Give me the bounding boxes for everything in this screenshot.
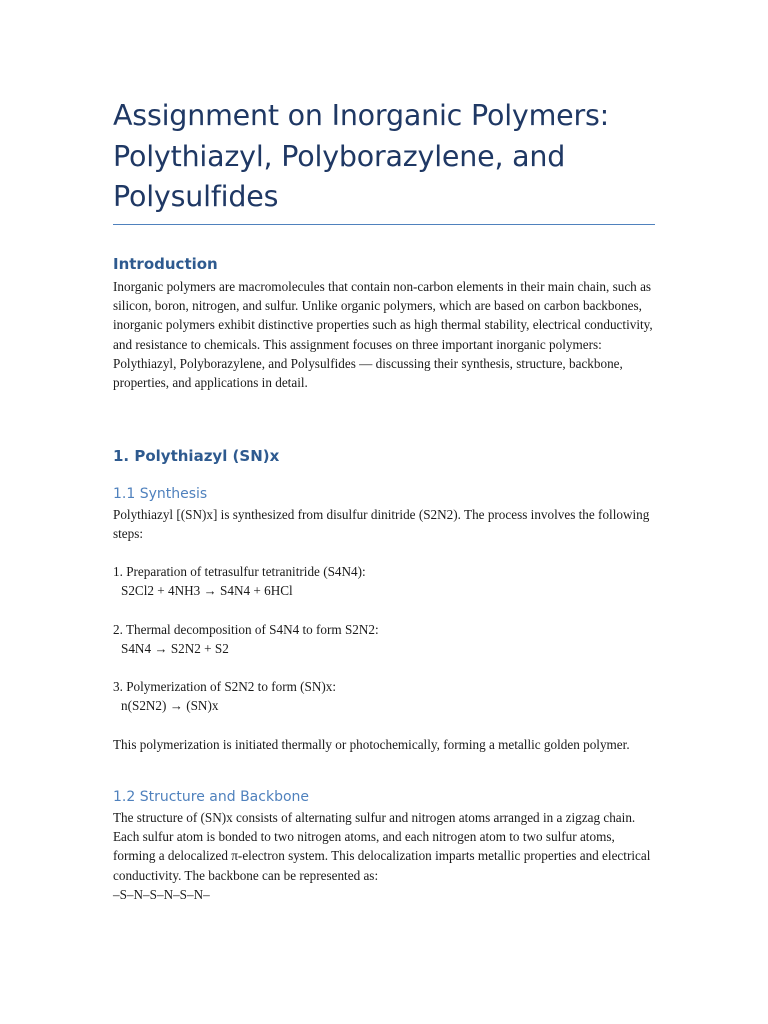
synthesis-heading: 1.1 Synthesis (113, 486, 208, 502)
introduction-section (113, 254, 655, 392)
section-1-heading: 1. Polythiazyl (SN)x (113, 447, 280, 465)
synthesis-step-3 (113, 677, 655, 715)
synthesis-step-2 (113, 620, 655, 658)
step-equation: n(S2N2) → (SN)x (121, 698, 219, 714)
document-title: Assignment on Inorganic Polymers: Polythiazyl, Polyborazylene, and Polysulfides (113, 99, 610, 213)
structure-heading: 1.2 Structure and Backbone (113, 789, 310, 805)
introduction-paragraph: Inorganic polymers are macromolecules that contain non-carbon elements in their main chain, such as silicon, boron, nitrogen, and sulfur. Unlike organic polymers, which are based on carbon backbones, inorganic polymers exhibit distinctive properties such as high thermal stability, electrical conductivity, and resistance to chemicals. This assignment focuses on three important inorganic polymers: Polythiazyl, Polyborazylene, and Polysulfides — discussing their synthesis, structure, backbone, properties, and applications in detail. (113, 279, 653, 391)
backbone-formula: –S–N–S–N–S–N– (113, 886, 210, 902)
polythiazyl-heading-block (113, 446, 655, 466)
document-page (113, 96, 655, 902)
title-divider (113, 224, 655, 225)
step-equation: S2Cl2 + 4NH3 → S4N4 + 6HCl (121, 583, 293, 599)
introduction-heading: Introduction (113, 255, 218, 273)
structure-section (113, 787, 655, 904)
synthesis-step-1 (113, 562, 655, 600)
synthesis-closing (113, 735, 655, 754)
synthesis-intro: Polythiazyl [(SN)x] is synthesized from disulfur dinitride (S2N2). The process involves the following steps: (113, 507, 650, 542)
structure-paragraph: The structure of (SN)x consists of alternating sulfur and nitrogen atoms arranged in a zigzag chain. Each sulfur atom is bonded to two nitrogen atoms, and each nitrogen atom to two sulfur atoms, forming a delocalized π-electron system. This delocalization imparts metallic properties and electrical conductivity. The backbone can be represented as: (113, 810, 651, 883)
synthesis-closing-paragraph: This polymerization is initiated thermally or photochemically, forming a metallic golden polymer. (113, 737, 630, 752)
step-label: 2. Thermal decomposition of S4N4 to form S2N2: (113, 622, 379, 637)
step-equation: S4N4 → S2N2 + S2 (121, 641, 229, 657)
step-label: 3. Polymerization of S2N2 to form (SN)x: (113, 679, 337, 694)
synthesis-section (113, 484, 655, 543)
step-label: 1. Preparation of tetrasulfur tetranitride (S4N4): (113, 564, 366, 579)
